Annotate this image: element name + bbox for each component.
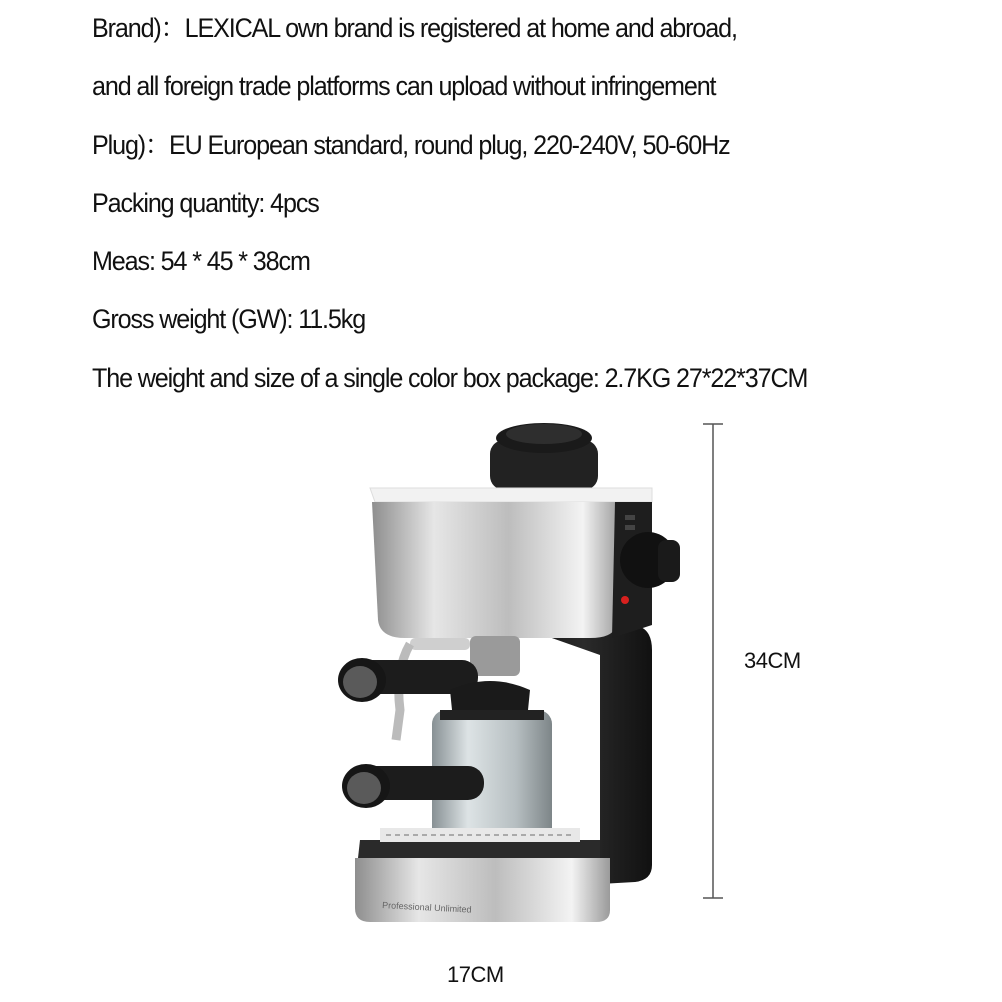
spec-gross-weight: Gross weight (GW): 11.5kg — [92, 304, 366, 335]
height-label: 34CM — [744, 648, 801, 673]
spec-brand-line-1: Brand)：LEXICAL own brand is registered at home and abroad, — [92, 13, 737, 43]
steel-base — [355, 858, 610, 922]
spec-single-box: The weight and size of a single color box package: 2.7KG 27*22*37CM — [92, 362, 808, 393]
spec-plug: Plug)：EU European standard, round plug, 220-240V, 50-60Hz — [92, 129, 730, 160]
spec-measurements: Meas: 54 * 45 * 38cm — [92, 246, 310, 277]
spec-list — [92, 8, 992, 416]
steel-head — [372, 502, 620, 638]
drip-tray — [358, 828, 600, 858]
height-dimension-line — [703, 424, 723, 898]
coffee-machine-image — [300, 410, 740, 930]
glass-carafe — [432, 681, 552, 842]
base-imprint: Professional Unlimited — [381, 900, 472, 915]
control-panel — [612, 502, 680, 638]
machine-top — [370, 488, 652, 502]
spec-packing-quantity: Packing quantity: 4pcs — [92, 187, 319, 218]
reservoir-cap — [490, 423, 598, 490]
spec-brand-line-2: and all foreign trade platforms can upload without infringement — [92, 71, 716, 102]
width-label: 17CM — [447, 962, 504, 987]
